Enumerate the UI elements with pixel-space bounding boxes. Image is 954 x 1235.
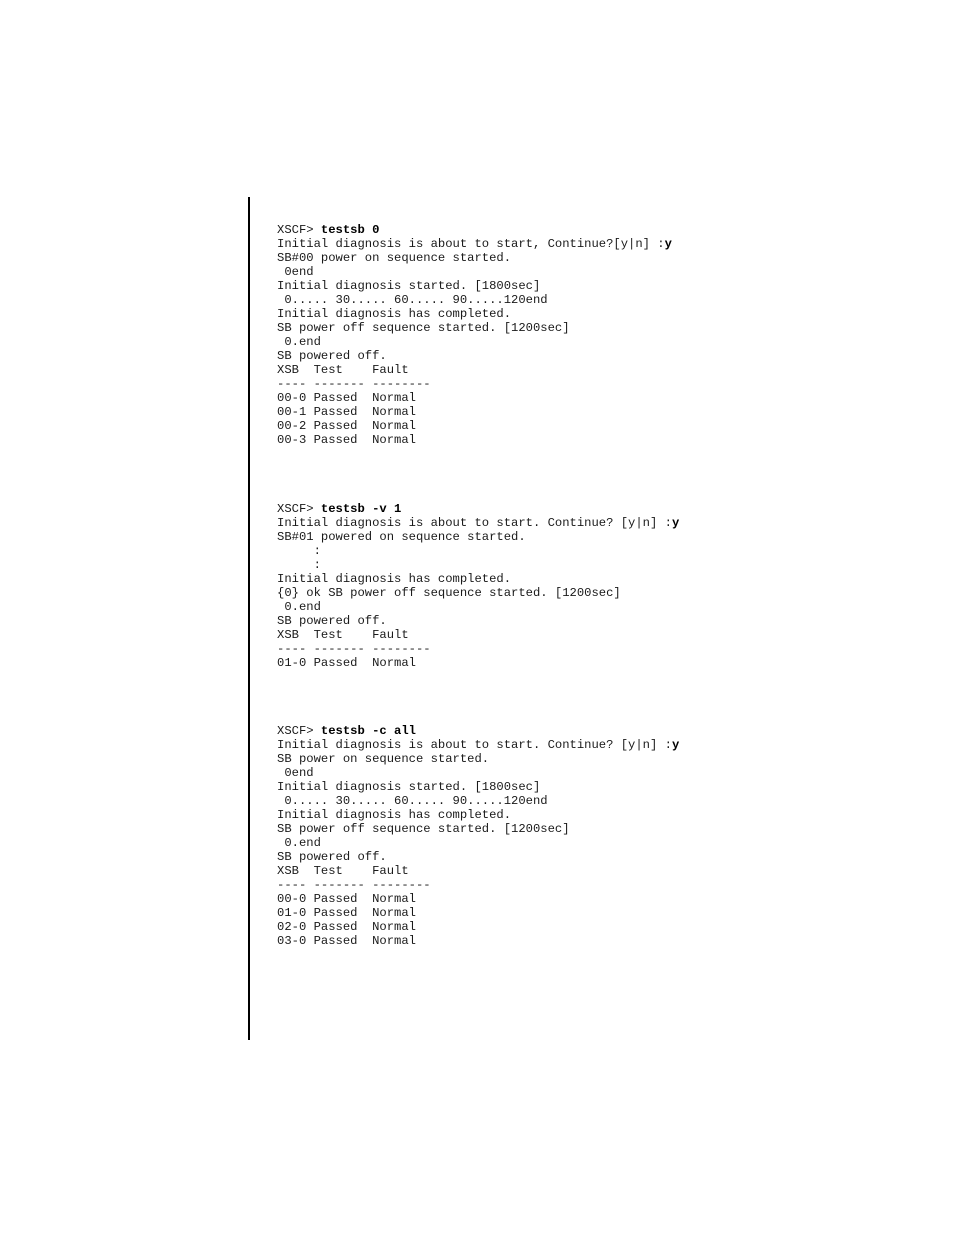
command-line (277, 502, 679, 516)
output-line: Initial diagnosis has completed. (277, 808, 512, 822)
output-line: {0} ok SB power off sequence started. [1200sec] (277, 586, 621, 600)
table-header: XSB Test Fault (277, 864, 409, 878)
table-divider: ---- ------- -------- (277, 377, 431, 391)
table-row: 03-0 Passed Normal (277, 934, 416, 948)
output-line: SB power on sequence started. (277, 752, 490, 766)
table-header: XSB Test Fault (277, 363, 409, 377)
confirm-answer: y (671, 738, 680, 752)
table-divider: ---- ------- -------- (277, 642, 431, 656)
confirm-line (277, 237, 672, 251)
output-line: 0.end (277, 836, 321, 850)
output-line: 0.end (277, 335, 321, 349)
code-example-testsb-0 (277, 223, 672, 447)
confirm-answer: y (664, 237, 672, 251)
output-line: 0..... 30..... 60..... 90.....120end (277, 293, 548, 307)
table-row: 00-1 Passed Normal (277, 405, 416, 419)
confirm-line (277, 738, 679, 752)
confirm-line (277, 516, 679, 530)
output-line: Initial diagnosis started. [1800sec] (277, 279, 541, 293)
prompt: XSCF> (277, 502, 321, 516)
table-row: 01-0 Passed Normal (277, 906, 416, 920)
output-line: Initial diagnosis has completed. (277, 572, 512, 586)
output-line: SB powered off. (277, 349, 387, 363)
confirm-text: Initial diagnosis is about to start, Continue?[y|n] : (277, 237, 665, 251)
table-row: 02-0 Passed Normal (277, 920, 416, 934)
table-row: 00-0 Passed Normal (277, 892, 416, 906)
confirm-text: Initial diagnosis is about to start. Continue? [y|n] : (277, 738, 672, 752)
table-row: 00-3 Passed Normal (277, 433, 416, 447)
table-row: 00-0 Passed Normal (277, 391, 416, 405)
output-line: 0end (277, 265, 314, 279)
table-divider: ---- ------- -------- (277, 878, 431, 892)
code-example-testsb-v-1 (277, 502, 679, 670)
output-line: Initial diagnosis started. [1800sec] (277, 780, 541, 794)
output-line: SB powered off. (277, 614, 387, 628)
table-header: XSB Test Fault (277, 628, 409, 642)
command-line (277, 223, 672, 237)
output-line: 0end (277, 766, 314, 780)
output-line: SB#00 power on sequence started. (277, 251, 512, 265)
prompt: XSCF> (277, 724, 321, 738)
output-line: 0..... 30..... 60..... 90.....120end (277, 794, 548, 808)
command-line (277, 724, 679, 738)
output-line: SB#01 powered on sequence started. (277, 530, 526, 544)
command: testsb 0 (320, 223, 380, 237)
prompt: XSCF> (277, 223, 321, 237)
table-row: 00-2 Passed Normal (277, 419, 416, 433)
output-line: SB power off sequence started. [1200sec] (277, 321, 570, 335)
output-line: 0.end (277, 600, 321, 614)
command: testsb -c all (320, 724, 416, 738)
output-line: Initial diagnosis has completed. (277, 307, 512, 321)
output-ellipsis: : (277, 544, 321, 558)
code-example-testsb-c-all (277, 724, 679, 948)
confirm-text: Initial diagnosis is about to start. Continue? [y|n] : (277, 516, 672, 530)
margin-change-bar (248, 197, 250, 1040)
output-line: SB powered off. (277, 850, 387, 864)
confirm-answer: y (671, 516, 680, 530)
output-ellipsis: : (277, 558, 321, 572)
table-row: 01-0 Passed Normal (277, 656, 416, 670)
output-line: SB power off sequence started. [1200sec] (277, 822, 570, 836)
command: testsb -v 1 (320, 502, 402, 516)
